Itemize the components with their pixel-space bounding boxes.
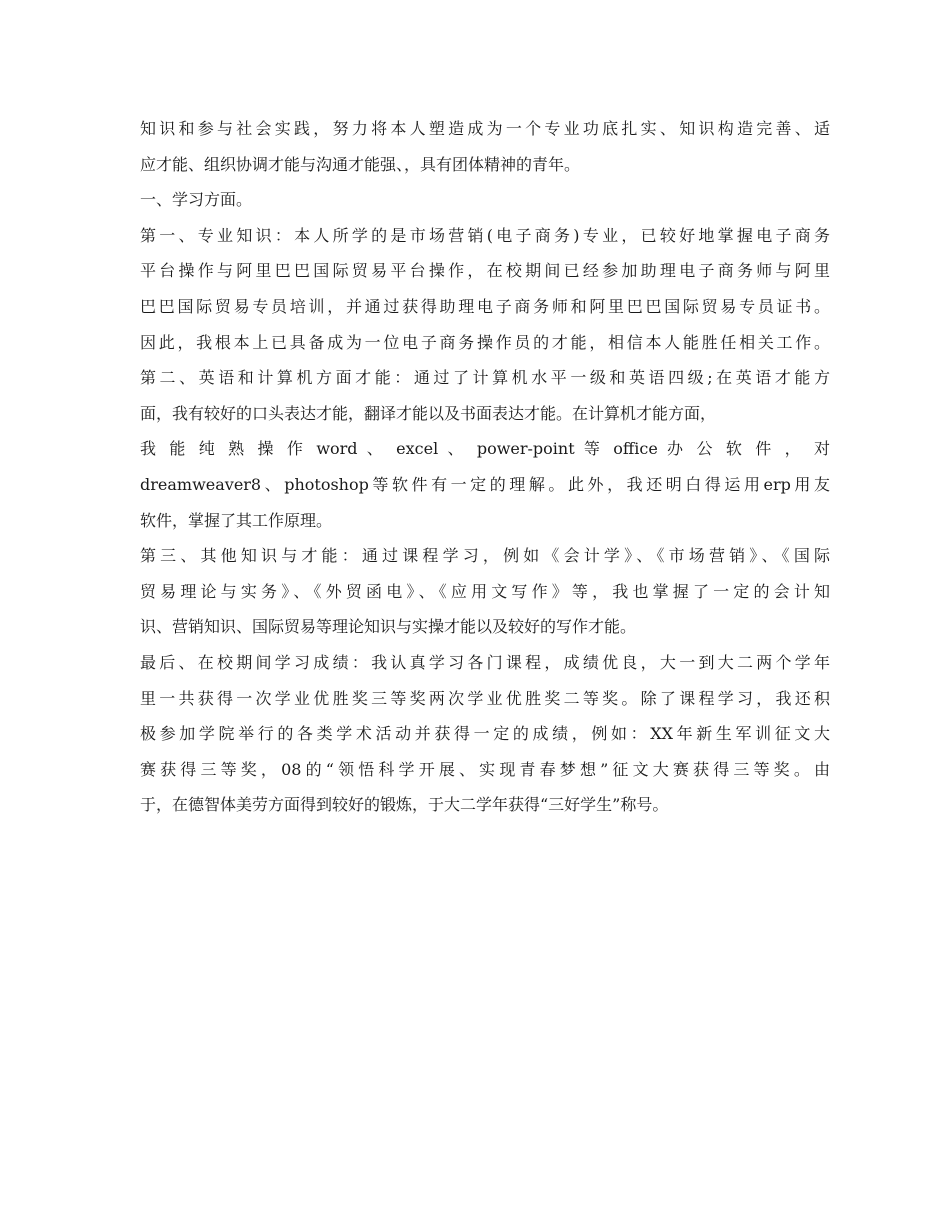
text-line: 赛获得三等奖，08的“领悟科学开展、实现青春梦想”征文大赛获得三等奖。由 bbox=[140, 759, 830, 779]
text-line: 第三、其他知识与才能：通过课程学习，例如《会计学》、《市场营销》、《国际 bbox=[140, 546, 830, 566]
text-line: 于，在德智体美劳方面得到较好的锻炼，于大二学年获得“三好学生”称号。 bbox=[140, 795, 669, 815]
text-line: 第二、英语和计算机方面才能：通过了计算机水平一级和英语四级;在英语才能方 bbox=[140, 368, 830, 388]
document-body bbox=[140, 111, 830, 823]
text-line: 第一、专业知识：本人所学的是市场营销(电子商务)专业，已较好地掌握电子商务 bbox=[140, 225, 830, 245]
text-line: 知识和参与社会实践，努力将本人塑造成为一个专业功底扎实、知识构造完善、适 bbox=[140, 119, 830, 138]
text-line: 软件，掌握了其工作原理。 bbox=[140, 510, 333, 530]
text-line: 里一共获得一次学业优胜奖三等奖两次学业优胜奖二等奖。除了课程学习，我还积 bbox=[140, 688, 830, 708]
section-heading: 一、学习方面。 bbox=[140, 190, 253, 210]
text-line: 识、营销知识、国际贸易等理论知识与实操才能以及较好的写作才能。 bbox=[140, 617, 637, 637]
text-line: 巴巴国际贸易专员培训，并通过获得助理电子商务师和阿里巴巴国际贸易专员证书。 bbox=[140, 296, 830, 316]
text-line: 我 能 纯 熟 操 作 word 、 excel 、 power-point 等 office 办 公 软 件 ， 对 bbox=[140, 439, 830, 459]
text-line: 平台操作与阿里巴巴国际贸易平台操作，在校期间已经参加助理电子商务师与阿里 bbox=[140, 261, 830, 281]
text-line: 最后、在校期间学习成绩：我认真学习各门课程，成绩优良，大一到大二两个学年 bbox=[140, 652, 830, 672]
text-line: 面，我有较好的口头表达才能，翻译才能以及书面表达才能。在计算机才能方面， bbox=[140, 403, 717, 423]
text-line: 贸易理论与实务》、《外贸函电》、《应用文写作》等，我也掌握了一定的会计知 bbox=[140, 581, 830, 601]
text-line: 因此，我根本上已具备成为一位电子商务操作员的才能，相信本人能胜任相关工作。 bbox=[140, 332, 830, 352]
text-line: 极参加学院举行的各类学术活动并获得一定的成绩，例如：XX年新生军训征文大 bbox=[140, 724, 830, 744]
text-line: 应才能、组织协调才能与沟通才能强、，具有团体精神的青年。 bbox=[140, 154, 581, 174]
text-line: dreamweaver8、photoshop等软件有一定的理解。此外，我还明白得运用erp用友 bbox=[140, 474, 830, 494]
